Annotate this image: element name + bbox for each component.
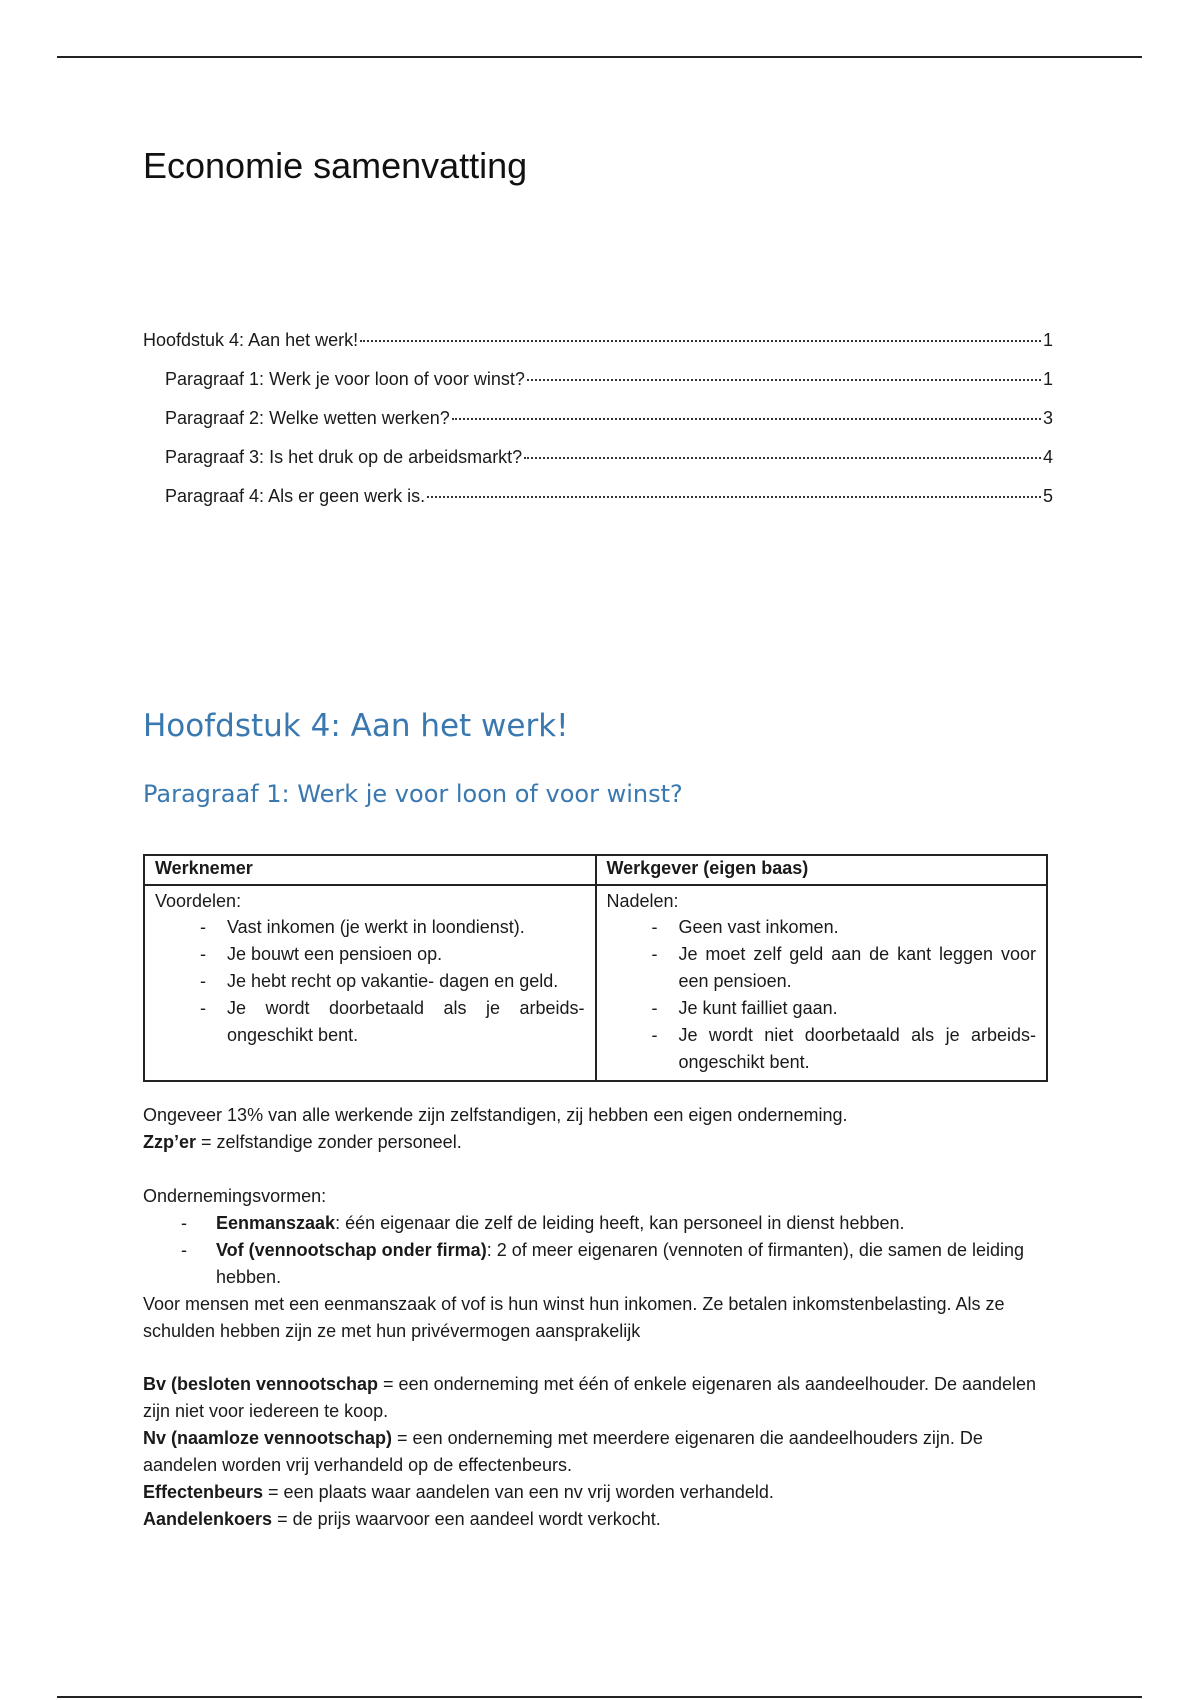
- toc-entry-page: 1: [1042, 369, 1053, 389]
- definition-term: Effectenbeurs: [143, 1482, 264, 1502]
- list-item: - Vast inkomen (je werkt in loondienst).: [155, 914, 585, 941]
- definition-term: Aandelenkoers: [143, 1509, 273, 1529]
- toc-entry[interactable]: [143, 369, 1053, 408]
- toc-entry-page: 3: [1042, 408, 1053, 428]
- toc-leader: [360, 340, 1041, 342]
- list-item: - Je kunt failliet gaan.: [607, 995, 1037, 1022]
- definition: [143, 1371, 1058, 1425]
- chapter-heading: Hoofdstuk 4: Aan het werk!: [143, 708, 569, 744]
- cell-intro: Nadelen:: [606, 891, 679, 911]
- table-cell-werknemer: [144, 885, 596, 1081]
- table-header-werkgever: Werkgever (eigen baas): [596, 855, 1048, 885]
- toc-entry[interactable]: [143, 330, 1053, 369]
- toc-entry-text: Paragraaf 3: Is het druk op de arbeidsmarkt?: [165, 447, 523, 467]
- definition-text: : 2 of meer eigenaren (vennoten of firmanten), die samen de leiding hebben.: [216, 1240, 1025, 1287]
- definitions-block: [143, 1371, 1058, 1533]
- definition: [143, 1506, 1058, 1533]
- table-header-werknemer: Werknemer: [144, 855, 596, 885]
- list-item: - Je hebt recht op vakantie- dagen en geld.: [155, 968, 585, 995]
- paragraph: Ondernemingsvormen:: [143, 1186, 327, 1206]
- toc-leader: [527, 379, 1041, 381]
- toc-entry[interactable]: [143, 408, 1053, 447]
- toc-entry-page: 5: [1042, 486, 1053, 506]
- paragraph: Voor mensen met een eenmanszaak of vof is hun winst hun inkomen. Ze betalen inkomstenbelasting. Als ze schulden hebben zijn ze met hun privévermogen aansprakelijk: [143, 1294, 1005, 1341]
- definition-zzp: [143, 1129, 1058, 1156]
- header-rule: [57, 56, 1142, 58]
- cell-intro: Voordelen:: [155, 891, 242, 911]
- definition: [143, 1479, 1058, 1506]
- advantages-list: [155, 914, 585, 1051]
- toc-leader: [427, 496, 1041, 498]
- table-of-contents: [143, 330, 1053, 525]
- definition: [143, 1425, 1058, 1479]
- toc-leader: [452, 418, 1041, 420]
- definition-text: = een onderneming met één of enkele eigenaren als aandeelhouder. De aandelen zijn niet voor iedereen te koop.: [143, 1374, 1037, 1421]
- document-title: Economie samenvatting: [143, 145, 528, 186]
- paragraph: Ongeveer 13% van alle werkende zijn zelfstandigen, zij hebben een eigen onderneming.: [143, 1105, 848, 1125]
- toc-entry[interactable]: [143, 486, 1053, 525]
- list-item: - Je wordt doorbetaald als je arbeids-ongeschikt bent.: [155, 995, 585, 1049]
- definition-text: = zelfstandige zonder personeel.: [196, 1132, 462, 1152]
- toc-entry-text: Paragraaf 1: Werk je voor loon of voor winst?: [165, 369, 525, 389]
- toc-entry-text: Paragraaf 4: Als er geen werk is.: [165, 486, 426, 506]
- definition-term: Zzp’er: [143, 1132, 197, 1152]
- toc-entry-text: Paragraaf 2: Welke wetten werken?: [165, 408, 450, 428]
- definition-term: Vof (vennootschap onder firma): [216, 1240, 487, 1260]
- definition-text: = de prijs waarvoor een aandeel wordt verkocht.: [272, 1509, 661, 1529]
- toc-entry-page: 4: [1042, 447, 1053, 467]
- comparison-table: [143, 854, 1048, 1082]
- list-item: - Geen vast inkomen.: [607, 914, 1037, 941]
- zelfstandigen-block: [143, 1102, 1058, 1156]
- toc-entry[interactable]: [143, 447, 1053, 486]
- list-item: - Je moet zelf geld aan de kant leggen voor een pensioen.: [607, 941, 1037, 995]
- definition-term: Nv (naamloze vennootschap): [143, 1428, 393, 1448]
- definition-text: = een onderneming met meerdere eigenaren die aandeelhouders zijn. De aandelen worden vrij verhandeld op de effectenbeurs.: [143, 1428, 983, 1475]
- toc-entry-page: 1: [1042, 330, 1053, 350]
- definition-term: Bv (besloten vennootschap: [143, 1374, 379, 1394]
- table-cell-werkgever: [596, 885, 1048, 1081]
- definition-text: : één eigenaar die zelf de leiding heeft, kan personeel in dienst hebben.: [335, 1213, 905, 1233]
- forms-list: [143, 1210, 1058, 1291]
- definition-text: = een plaats waar aandelen van een nv vrij worden verhandeld.: [263, 1482, 774, 1502]
- list-item: [143, 1210, 1058, 1237]
- ondernemingsvormen-block: [143, 1183, 1058, 1345]
- list-item: - Je wordt niet doorbetaald als je arbeids-ongeschikt bent.: [607, 1022, 1037, 1076]
- definition-term: Eenmanszaak: [216, 1213, 336, 1233]
- toc-leader: [524, 457, 1041, 459]
- disadvantages-list: [607, 914, 1037, 1078]
- footer-rule: [57, 1696, 1142, 1698]
- list-item: - Je bouwt een pensioen op.: [155, 941, 585, 968]
- section-heading: Paragraaf 1: Werk je voor loon of voor winst?: [143, 780, 683, 808]
- list-item: [143, 1237, 1058, 1291]
- toc-entry-text: Hoofdstuk 4: Aan het werk!: [143, 330, 359, 350]
